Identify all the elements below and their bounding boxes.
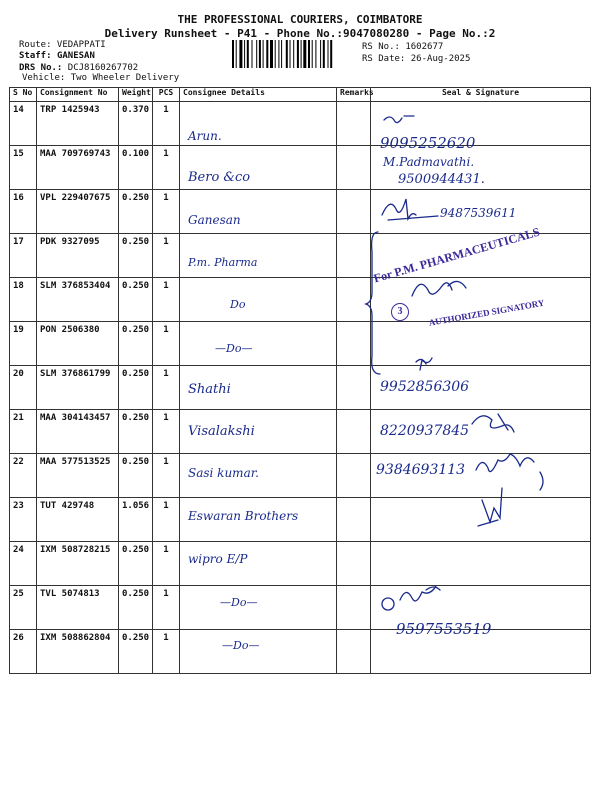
handwritten-signer-name: M.Padmavathi. <box>383 155 475 169</box>
pcs-cell: 1 <box>153 366 180 410</box>
sno-cell: 15 <box>10 146 37 190</box>
sno-cell: 17 <box>10 234 37 278</box>
signature-row20 <box>416 358 432 370</box>
col-header-pcs: PCS <box>153 88 180 102</box>
vehicle-text: Vehicle: Two Wheeler Delivery <box>22 73 180 83</box>
consignment-cell: IXM 508728215 <box>37 542 119 586</box>
consignment-cell: MAA 304143457 <box>37 410 119 454</box>
weight-cell: 0.250 <box>119 234 153 278</box>
handwritten-consignee: Do <box>230 298 246 311</box>
consignment-cell: TRP 1425943 <box>37 102 119 146</box>
consignment-cell: PON 2506380 <box>37 322 119 366</box>
consignment-cell: TVL 5074813 <box>37 586 119 630</box>
pcs-cell: 1 <box>153 234 180 278</box>
drs-number: DCJ8160267702 <box>67 63 139 73</box>
col-header-remarks: Remarks <box>337 88 371 102</box>
signature-row14 <box>384 116 414 123</box>
weight-cell: 0.370 <box>119 102 153 146</box>
handwritten-consignee: Ganesan <box>188 213 241 227</box>
handwritten-phone: 9952856306 <box>380 379 470 395</box>
pcs-cell: 1 <box>153 542 180 586</box>
runsheet-subtitle: Delivery Runsheet - P41 - Phone No.:9047080280 - Page No.:2 <box>104 27 496 40</box>
pcs-cell: 1 <box>153 190 180 234</box>
staff-label: Staff: <box>19 51 52 61</box>
sno-cell: 25 <box>10 586 37 630</box>
consignment-cell: SLM 376853404 <box>37 278 119 322</box>
handwritten-phone: 9095252620 <box>380 134 476 152</box>
company-title: THE PROFESSIONAL COURIERS, COIMBATORE <box>177 13 423 26</box>
pcs-cell: 1 <box>153 322 180 366</box>
col-header-consignment: Consignment No <box>37 88 119 102</box>
pcs-cell: 1 <box>153 410 180 454</box>
handwritten-consignee: Sasi kumar. <box>188 466 259 480</box>
weight-cell: 1.056 <box>119 498 153 542</box>
handwritten-consignee: Visalakshi <box>188 424 255 439</box>
sno-cell: 19 <box>10 322 37 366</box>
handwritten-consignee: —Do— <box>222 639 260 652</box>
pcs-cell: 1 <box>153 498 180 542</box>
weight-cell: 0.250 <box>119 278 153 322</box>
consignment-cell: VPL 229407675 <box>37 190 119 234</box>
signature-row16 <box>382 199 438 220</box>
handwritten-consignee: Arun. <box>188 129 222 143</box>
handwritten-consignee: Eswaran Brothers <box>188 509 299 523</box>
signature-row25 <box>382 586 440 610</box>
col-header-sno: S No <box>10 88 37 102</box>
handwritten-phone: 9384693113 <box>376 462 466 478</box>
sno-cell: 16 <box>10 190 37 234</box>
signature-row22 <box>476 454 543 490</box>
signature-row18 <box>412 281 466 296</box>
weight-cell: 0.250 <box>119 542 153 586</box>
staff-name: GANESAN <box>56 51 95 61</box>
handwritten-phone: 9597553519 <box>396 620 492 638</box>
handwritten-phone: 9487539611 <box>440 206 517 220</box>
handwritten-phone: 9500944431. <box>398 172 485 187</box>
route-text: Route: VEDAPPATI <box>19 40 106 50</box>
stamp-circle-number: 3 <box>391 303 409 321</box>
weight-cell: 0.250 <box>119 410 153 454</box>
pcs-cell: 1 <box>153 278 180 322</box>
handwritten-consignee: —Do— <box>215 342 253 355</box>
weight-cell: 0.250 <box>119 586 153 630</box>
consignment-cell: MAA 577513525 <box>37 454 119 498</box>
brace-rows17-20 <box>366 232 380 374</box>
consignment-cell: SLM 376861799 <box>37 366 119 410</box>
signature-row21 <box>472 414 514 432</box>
consignment-cell: TUT 429748 <box>37 498 119 542</box>
pcs-cell: 1 <box>153 630 180 674</box>
sno-cell: 24 <box>10 542 37 586</box>
signature-row23 <box>478 488 502 526</box>
rs-number: RS No.: 1602677 <box>362 42 444 52</box>
drs-label: DRS No.: <box>19 63 63 73</box>
weight-cell: 0.250 <box>119 630 153 674</box>
handwritten-consignee: P.m. Pharma <box>188 256 258 269</box>
sno-cell: 20 <box>10 366 37 410</box>
consignment-cell: PDK 9327095 <box>37 234 119 278</box>
sno-cell: 21 <box>10 410 37 454</box>
weight-cell: 0.250 <box>119 322 153 366</box>
stamp-company-name: For P.M. PHARMACEUTICALS <box>372 224 542 286</box>
col-header-weight: Weight <box>119 88 153 102</box>
weight-cell: 0.250 <box>119 366 153 410</box>
handwritten-consignee: Bero &co <box>188 170 251 185</box>
sno-cell: 14 <box>10 102 37 146</box>
handwritten-consignee: wipro E/P <box>188 552 248 566</box>
weight-cell: 0.100 <box>119 146 153 190</box>
col-header-seal: Seal & Signature <box>371 88 591 102</box>
sno-cell: 18 <box>10 278 37 322</box>
handwritten-consignee: —Do— <box>220 596 258 609</box>
weight-cell: 0.250 <box>119 454 153 498</box>
rs-date: RS Date: 26-Aug-2025 <box>362 54 471 64</box>
pcs-cell: 1 <box>153 102 180 146</box>
pcs-cell: 1 <box>153 586 180 630</box>
consignment-cell: MAA 709769743 <box>37 146 119 190</box>
pcs-cell: 1 <box>153 146 180 190</box>
handwritten-consignee: Shathi <box>188 382 231 397</box>
weight-cell: 0.250 <box>119 190 153 234</box>
col-header-consignee: Consignee Details <box>180 88 337 102</box>
sno-cell: 22 <box>10 454 37 498</box>
pcs-cell: 1 <box>153 454 180 498</box>
stamp-authorized: AUTHORIZED SIGNATORY <box>428 297 546 328</box>
handwritten-phone: 8220937845 <box>380 423 470 439</box>
sno-cell: 26 <box>10 630 37 674</box>
sno-cell: 23 <box>10 498 37 542</box>
consignment-cell: IXM 508862804 <box>37 630 119 674</box>
